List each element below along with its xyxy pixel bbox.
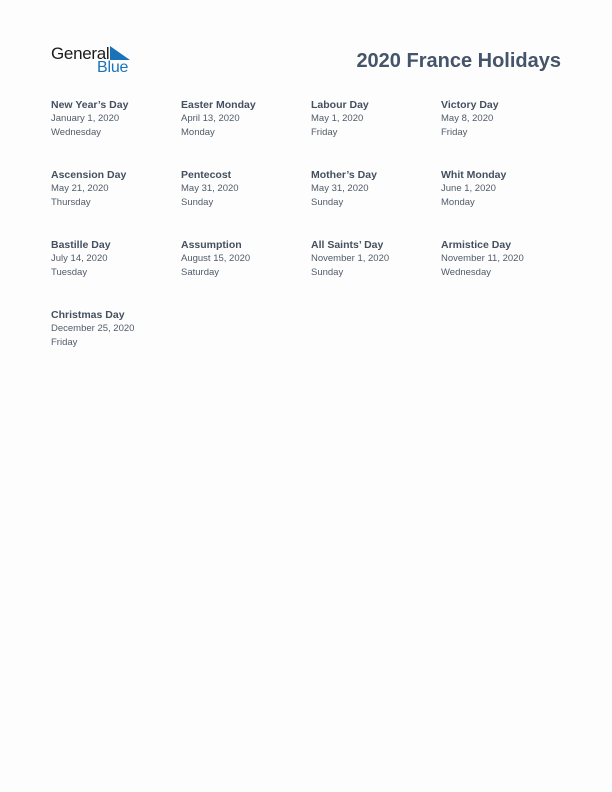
holiday-item: [181, 238, 311, 308]
page-title: 2020 France Holidays: [356, 50, 561, 72]
logo-word-blue: Blue: [97, 59, 129, 76]
holiday-item: [51, 238, 181, 308]
holiday-date: May 31, 2020: [311, 183, 369, 194]
holiday-item: [51, 168, 181, 238]
holiday-date: July 14, 2020: [51, 253, 108, 264]
holiday-item: [181, 98, 311, 168]
holiday-item: [181, 168, 311, 238]
holiday-item: [441, 98, 571, 168]
holiday-name: All Saints’ Day: [311, 239, 384, 251]
holiday-date: May 31, 2020: [181, 183, 239, 194]
holiday-name: Ascension Day: [51, 169, 127, 181]
holiday-name: Easter Monday: [181, 99, 256, 111]
holiday-item: [311, 98, 441, 168]
holiday-name: Armistice Day: [441, 239, 512, 251]
holiday-date: November 11, 2020: [441, 253, 524, 264]
holiday-grid: [51, 98, 571, 378]
holiday-weekday: Thursday: [51, 196, 91, 208]
holiday-name: Whit Monday: [441, 169, 507, 181]
holiday-date: December 25, 2020: [51, 323, 135, 334]
holiday-name: Christmas Day: [51, 309, 125, 321]
holiday-weekday: Tuesday: [51, 266, 88, 278]
holiday-weekday: Monday: [441, 196, 475, 208]
holiday-weekday: Wednesday: [51, 126, 101, 138]
holiday-weekday: Monday: [181, 126, 215, 138]
holiday-name: Labour Day: [311, 99, 369, 111]
holiday-item: [441, 168, 571, 238]
holiday-weekday: Sunday: [181, 196, 214, 208]
holiday-item: [51, 308, 181, 378]
holiday-date: May 1, 2020: [311, 113, 364, 124]
holiday-date: April 13, 2020: [181, 113, 240, 124]
holiday-weekday: Friday: [51, 336, 78, 348]
holiday-item: [311, 238, 441, 308]
holiday-weekday: Friday: [311, 126, 338, 138]
holiday-date: January 1, 2020: [51, 113, 120, 124]
holiday-item: [311, 168, 441, 238]
holiday-name: Pentecost: [181, 169, 232, 181]
holiday-item: [51, 98, 181, 168]
holiday-name: Mother’s Day: [311, 169, 377, 181]
logo-word-general: General: [51, 44, 110, 63]
holiday-name: Bastille Day: [51, 239, 111, 251]
holiday-date: May 21, 2020: [51, 183, 109, 194]
holiday-weekday: Wednesday: [441, 266, 491, 278]
holiday-item: [441, 238, 571, 308]
general-blue-logo: [51, 44, 135, 78]
holiday-date: May 8, 2020: [441, 113, 494, 124]
holiday-weekday: Saturday: [181, 266, 220, 278]
holiday-name: Assumption: [181, 239, 242, 251]
holiday-date: August 15, 2020: [181, 253, 251, 264]
holiday-name: New Year’s Day: [51, 99, 129, 111]
holiday-weekday: Friday: [441, 126, 468, 138]
holiday-date: November 1, 2020: [311, 253, 390, 264]
holiday-name: Victory Day: [441, 99, 499, 111]
holiday-weekday: Sunday: [311, 266, 344, 278]
holiday-date: June 1, 2020: [441, 183, 496, 194]
holiday-weekday: Sunday: [311, 196, 344, 208]
logo-triangle-icon: [110, 46, 130, 60]
